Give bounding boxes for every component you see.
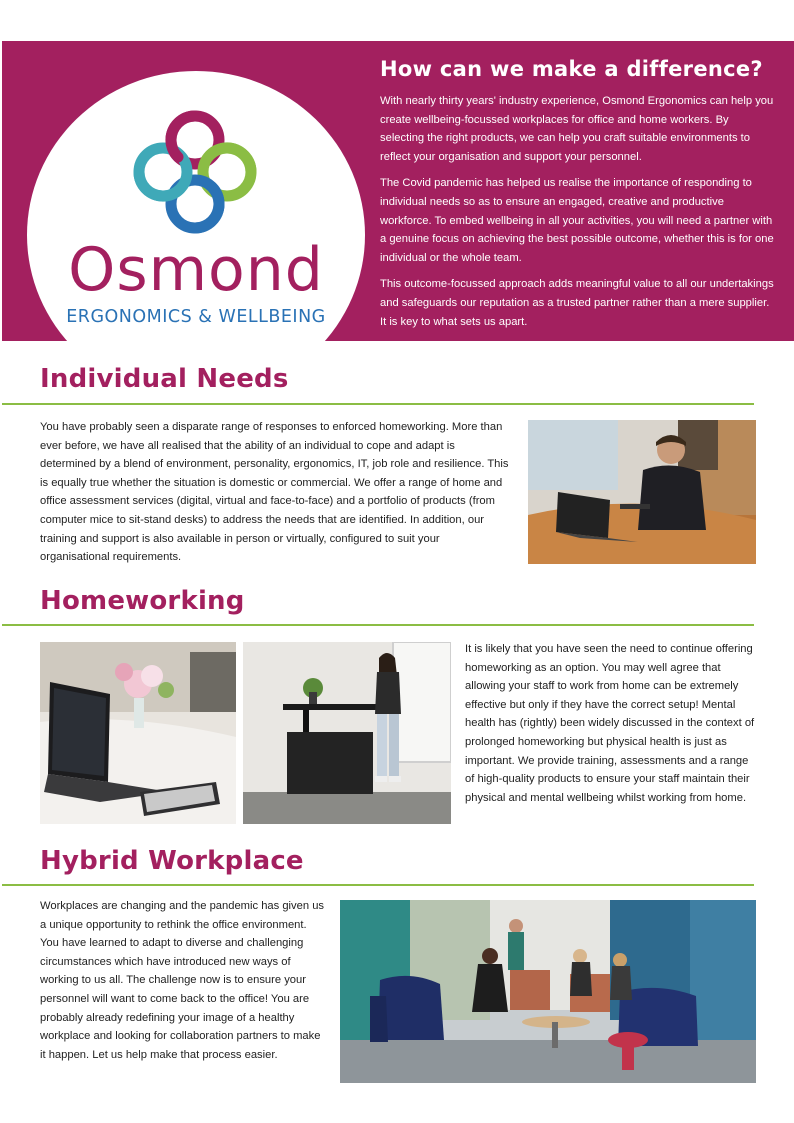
header-banner (2, 41, 794, 341)
woman-at-standing-desk-photo (243, 642, 451, 824)
brand-logo (27, 71, 365, 399)
section-title-homeworking: Homeworking (40, 586, 245, 616)
intro-paragraph-1: With nearly thirty years' industry experience, Osmond Ergonomics can help you create wellbeing-focussed workplaces for office and home workers. By selecting the right products, we can help you craft suitable environments to reflect your organisation and support your personnel. (380, 95, 774, 163)
brand-subtitle: ERGONOMICS & WELLBEING (66, 307, 326, 327)
section-title-hybrid-workplace: Hybrid Workplace (40, 846, 304, 876)
brand-name: Osmond (68, 235, 324, 305)
section-divider (2, 403, 754, 405)
section-divider (2, 624, 754, 626)
intro-paragraph-2: The Covid pandemic has helped us realise the importance of responding to individual needs so as to ensure an engaged, creative and productive workforce. To embed wellbeing in all your activities, you will need a partner with a genuine focus on achieving the best possible outcome, whether this is for one individual or the whole team. (380, 177, 774, 264)
individual-needs-text: You have probably seen a disparate range of responses to enforced homeworking. More than ever before, we have all realised that the ability of an individual to cope and adapt is determined by a blend of environment, personality, ergonomics, IT, job role and resilience. This is equally true whether the situation is domestic or commercial. We offer a range of home and office assessment services (digital, virtual and face-to-face) and a portfolio of products (from computer mice to sit-stand desks) to address the needs that are identified. In addition, our training and support is also available in person or virtually, configured to suit your organisational requirements. (40, 421, 509, 564)
man-working-on-laptop-photo (528, 420, 756, 564)
intro-paragraph-3: This outcome-focussed approach adds meaningful value to all our undertakings and safeguards our reputation as a trusted partner rather than a mere supplier. It is key to what sets us apart. (380, 278, 774, 328)
intro-block (380, 57, 774, 339)
homeworking-text: It is likely that you have seen the need to continue offering homeworking as an option. You may well agree that allowing your staff to work from home can be extremely effective but only if they have the correct setup! Mental health has (rightly) been widely discussed in the context of prolonged homeworking but physical health is just as important. We provide training, assessments and a range of high-quality products to ensure your staff maintain their physical and mental wellbeing whilst working from home. (465, 643, 755, 804)
intro-heading: How can we make a difference? (380, 57, 763, 81)
office-lounge-meeting-photo (340, 900, 756, 1083)
section-divider (2, 884, 754, 886)
celtic-knot-logo-icon (130, 107, 260, 237)
laptop-on-stand-photo (40, 642, 236, 824)
section-title-individual-needs: Individual Needs (40, 364, 289, 394)
hybrid-workplace-text: Workplaces are changing and the pandemic has given us a unique opportunity to rethink the office environment. You have learned to adapt to diverse and challenging circumstances which have introduced new ways of working to us all. The challenge now is to ensure your personnel will want to come back to the office! You are probably already redefining your image of a healthy workplace and looking for collaboration partners to make it happen. Let us help make that process easier. (40, 900, 325, 1061)
